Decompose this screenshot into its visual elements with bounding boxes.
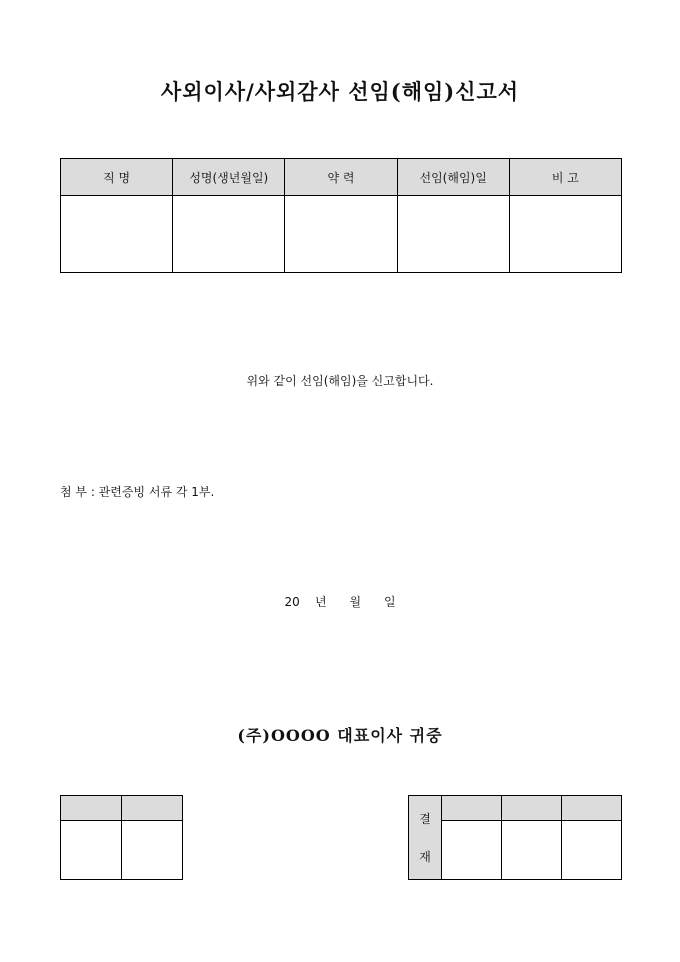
- approval-header-cell: [502, 796, 562, 821]
- approval-header-row: [409, 796, 622, 821]
- cell-appointment-date[interactable]: [397, 196, 509, 273]
- left-box-header-cell: [61, 796, 122, 821]
- table-row: [61, 196, 622, 273]
- left-stamp-box: [60, 795, 183, 880]
- approval-header-cell: [562, 796, 622, 821]
- header-name-birthdate: 성명(생년월일): [173, 159, 285, 196]
- declaration-text: 위와 같이 선임(해임)을 신고합니다.: [246, 374, 434, 388]
- addressee-line: (주)OOOO 대표이사 귀중: [237, 726, 443, 745]
- left-box-header-cell: [122, 796, 183, 821]
- appointment-table: [60, 158, 622, 273]
- header-appointment-date: 선임(해임)일: [397, 159, 509, 196]
- cell-name-birthdate[interactable]: [173, 196, 285, 273]
- table-header-row: [61, 159, 622, 196]
- header-remarks: 비 고: [509, 159, 621, 196]
- approval-sign-cell[interactable]: [562, 821, 622, 880]
- approval-label-bottom: 재: [419, 849, 431, 864]
- left-box-header-row: [61, 796, 183, 821]
- cell-career[interactable]: [285, 196, 397, 273]
- left-box-body-row: [61, 821, 183, 880]
- approval-header-cell: [442, 796, 502, 821]
- header-career: 약 력: [285, 159, 397, 196]
- left-box-body-cell[interactable]: [122, 821, 183, 880]
- attachment-note: 첨 부 : 관련증빙 서류 각 1부.: [60, 485, 215, 499]
- header-position: 직 명: [61, 159, 173, 196]
- document-title: 사외이사/사외감사 선임(해임)신고서: [160, 79, 520, 104]
- approval-label: [409, 796, 442, 880]
- date-line: 20 년 월 일: [284, 595, 396, 609]
- left-box-body-cell[interactable]: [61, 821, 122, 880]
- approval-sign-cell[interactable]: [502, 821, 562, 880]
- cell-position[interactable]: [61, 196, 173, 273]
- approval-label-top: 결: [419, 811, 431, 826]
- approval-sign-cell[interactable]: [442, 821, 502, 880]
- approval-box: [408, 795, 622, 880]
- cell-remarks[interactable]: [509, 196, 621, 273]
